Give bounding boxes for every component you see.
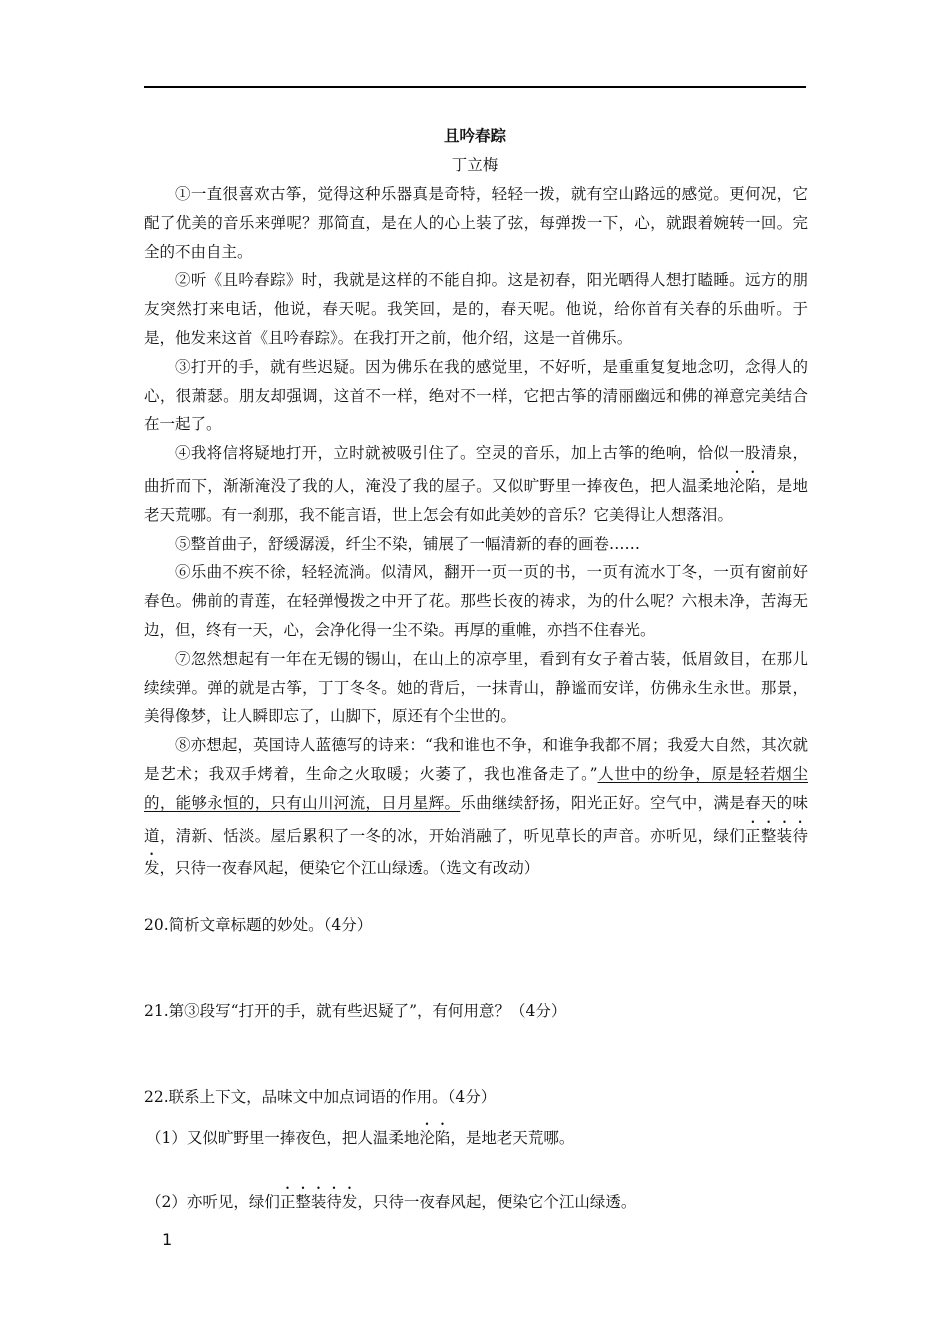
question-21: 21.第③段写“打开的手，就有些迟疑了”，有何用意？（4分） (144, 1002, 567, 1020)
dotted-word: 沦陷 (729, 476, 761, 495)
article-body (144, 180, 808, 883)
paragraph-8: ⑧亦想起，英国诗人蓝德写的诗来：“我和谁也不争，和谁争我都不屑；我爱大自然，其次就是艺术；我双手烤着，生命之火取暖；火萎了，我也准备走了。”人世中的纷争，原是轻若烟尘的，能够永恒的，只有山川河流，日月星辉。乐曲继续舒扬，阳光正好。空气中，满是春天的味道，清新、恬淡。屋后累积了一冬的冰，开始消融了，听见草长的声音。亦听见，绿们正整装待发，只待一夜春风起，便染它个江山绿透。（选文有改动） (144, 736, 808, 878)
header-rule (144, 86, 806, 88)
underlined-sentence: 人世中的纷争，原是轻若烟尘的，能够永恒的，只有山川河流，日月星辉。 (144, 764, 808, 812)
question-22-item-1: （1）又似旷野里一捧夜色，把人温柔地沦陷，是地老天荒哪。 (146, 1129, 575, 1147)
paragraph-2: ②听《且吟春踪》时，我就是这样的不能自抑。这是初春，阳光晒得人想打瞌睡。远方的朋友突然打来电话，他说，春天呢。我笑回，是的，春天呢。他说，给你首有关春的乐曲听。于是，他发来这首《且吟春踪》。在我打开之前，他介绍，这是一首佛乐。 (144, 271, 808, 347)
dotted-word: 沦陷 (419, 1129, 451, 1147)
paragraph-6: ⑥乐曲不疾不徐，轻轻流淌。似清风，翻开一页一页的书，一页有流水丁冬，一页有窗前好春色。佛前的青莲，在轻弹慢拨之中开了花。那些长夜的祷求，为的什么呢？六根未净，苦海无边，但，终有一天，心，会净化得一尘不染。再厚的重帷，亦挡不住春光。 (144, 563, 808, 639)
article-author: 丁立梅 (451, 156, 499, 174)
paragraph-4: ④我将信将疑地打开，立时就被吸引住了。空灵的音乐，加上古筝的绝响，恰似一股清泉，曲折而下，渐渐淹没了我的人，淹没了我的屋子。又似旷野里一捧夜色，把人温柔地沦陷，是地老天荒哪。有一刹那，我不能言语，世上怎会有如此美妙的音乐？它美得让人想落泪。 (144, 444, 808, 524)
page-number: 1 (162, 1230, 173, 1249)
question-20: 20.简析文章标题的妙处。（4分） (144, 916, 373, 934)
question-22: 22.联系上下文，品味文中加点词语的作用。（4分） (144, 1088, 497, 1106)
paragraph-1: ①一直很喜欢古筝，觉得这种乐器真是奇特，轻轻一拨，就有空山路远的感觉。更何况，它配了优美的音乐来弹呢？那简直，是在人的心上装了弦，每弹拨一下，心，就跟着婉转一回。完全的不由自主。 (144, 185, 808, 261)
dotted-word: 正整装待发 (279, 1193, 358, 1211)
dotted-word: 正整装待发 (144, 826, 808, 878)
paragraph-3: ③打开的手，就有些迟疑。因为佛乐在我的感觉里，不好听，是重重复复地念叨，念得人的心，很萧瑟。朋友却强调，这首不一样，绝对不一样，它把古筝的清丽幽远和佛的禅意完美结合在一起了。 (144, 357, 808, 434)
question-22-item-2: （2）亦听见，绿们正整装待发，只待一夜春风起，便染它个江山绿透。 (146, 1193, 637, 1211)
article-title: 且吟春踪 (443, 126, 506, 145)
paragraph-5: ⑤整首曲子，舒缓潺湲，纤尘不染，铺展了一幅清新的春的画卷…… (175, 534, 641, 553)
paragraph-7: ⑦忽然想起有一年在无锡的锡山，在山上的凉亭里，看到有女子着古装，低眉敛目，在那儿续续弹。弹的就是古筝，丁丁冬冬。她的背后，一抹青山，静谧而安详，仿佛永生永世。那景，美得像梦，让人瞬即忘了，山脚下，原还有个尘世的。 (144, 649, 808, 726)
